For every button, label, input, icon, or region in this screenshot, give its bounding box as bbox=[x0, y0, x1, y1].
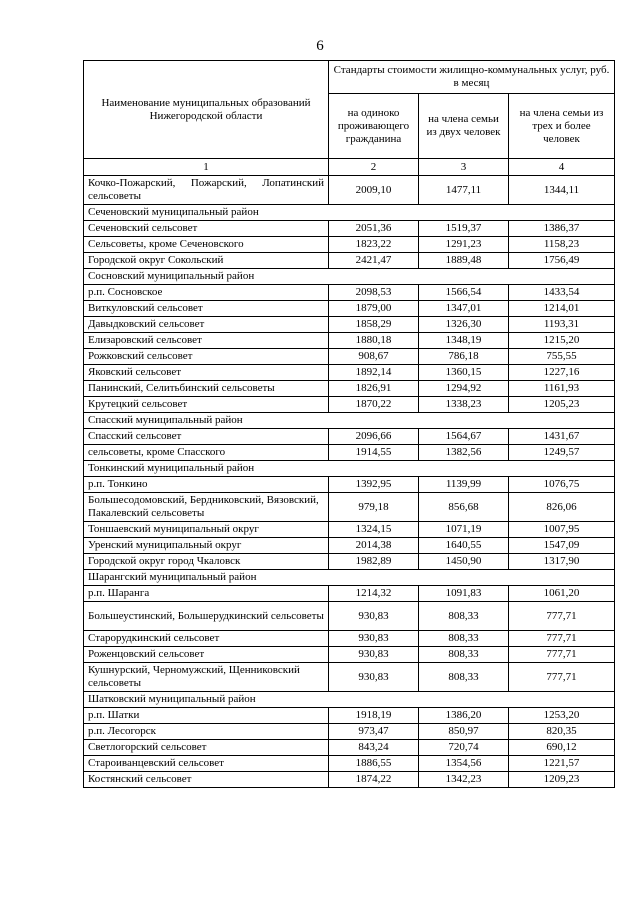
page-number: 6 bbox=[316, 38, 324, 54]
cost-single-resident: 1826,91 bbox=[329, 381, 419, 397]
cost-single-resident: 843,24 bbox=[329, 740, 419, 756]
section-row bbox=[84, 692, 615, 708]
table-header bbox=[84, 61, 615, 176]
cost-single-resident: 1880,18 bbox=[329, 333, 419, 349]
cost-single-resident: 930,83 bbox=[329, 602, 419, 631]
section-title: Шарангский муниципальный район bbox=[84, 570, 615, 586]
section-title: Сеченовский муниципальный район bbox=[84, 205, 615, 221]
cost-family-of-three-plus: 1253,20 bbox=[509, 708, 615, 724]
table-row bbox=[84, 365, 615, 381]
table-row bbox=[84, 554, 615, 570]
section-title: Тонкинский муниципальный район bbox=[84, 461, 615, 477]
table-row bbox=[84, 647, 615, 663]
cost-family-of-three-plus: 820,35 bbox=[509, 724, 615, 740]
cost-family-of-three-plus: 777,71 bbox=[509, 663, 615, 692]
column-index: 3 bbox=[419, 159, 509, 176]
cost-family-of-three-plus: 777,71 bbox=[509, 631, 615, 647]
cost-family-of-two: 1519,37 bbox=[419, 221, 509, 237]
cost-single-resident: 1879,00 bbox=[329, 301, 419, 317]
cost-family-of-two: 1294,92 bbox=[419, 381, 509, 397]
table-row bbox=[84, 221, 615, 237]
cost-single-resident: 1858,29 bbox=[329, 317, 419, 333]
cost-family-of-three-plus: 755,55 bbox=[509, 349, 615, 365]
cost-family-of-two: 1342,23 bbox=[419, 772, 509, 788]
municipality-name: Сеченовский сельсовет bbox=[84, 221, 329, 237]
municipality-name: Тоншаевский муниципальный округ bbox=[84, 522, 329, 538]
section-row bbox=[84, 269, 615, 285]
municipality-name: Костянский сельсовет bbox=[84, 772, 329, 788]
cost-single-resident: 1392,95 bbox=[329, 477, 419, 493]
cost-single-resident: 2096,66 bbox=[329, 429, 419, 445]
cost-single-resident: 973,47 bbox=[329, 724, 419, 740]
cost-family-of-three-plus: 1205,23 bbox=[509, 397, 615, 413]
cost-family-of-two: 1566,54 bbox=[419, 285, 509, 301]
section-title: Спасский муниципальный район bbox=[84, 413, 615, 429]
municipality-name: Староиванцевский сельсовет bbox=[84, 756, 329, 772]
cost-family-of-two: 1382,56 bbox=[419, 445, 509, 461]
cost-family-of-two: 1386,20 bbox=[419, 708, 509, 724]
cost-family-of-two: 808,33 bbox=[419, 602, 509, 631]
municipality-name: Спасский сельсовет bbox=[84, 429, 329, 445]
cost-family-of-two: 1071,19 bbox=[419, 522, 509, 538]
cost-single-resident: 2051,36 bbox=[329, 221, 419, 237]
table-row bbox=[84, 381, 615, 397]
cost-single-resident: 2009,10 bbox=[329, 176, 419, 205]
municipality-name: Кочко-Пожарский, Пожарский, Лопатинский сельсоветы bbox=[84, 176, 329, 205]
cost-family-of-two: 1477,11 bbox=[419, 176, 509, 205]
cost-family-of-three-plus: 1076,75 bbox=[509, 477, 615, 493]
table-body bbox=[84, 176, 615, 788]
table-row bbox=[84, 285, 615, 301]
municipality-name: р.п. Лесогорск bbox=[84, 724, 329, 740]
cost-family-of-two: 1347,01 bbox=[419, 301, 509, 317]
municipality-name: Уренский муниципальный округ bbox=[84, 538, 329, 554]
cost-family-of-two: 1326,30 bbox=[419, 317, 509, 333]
cost-single-resident: 2421,47 bbox=[329, 253, 419, 269]
section-row bbox=[84, 205, 615, 221]
table-row bbox=[84, 772, 615, 788]
header-standards-group: Стандарты стоимости жилищно-коммунальных услуг, руб. в месяц bbox=[329, 61, 615, 94]
cost-family-of-three-plus: 1061,20 bbox=[509, 586, 615, 602]
table-row bbox=[84, 317, 615, 333]
municipality-name: Сельсоветы, кроме Сеченовского bbox=[84, 237, 329, 253]
municipality-name: Панинский, Селитьбинский сельсоветы bbox=[84, 381, 329, 397]
section-title: Шатковский муниципальный район bbox=[84, 692, 615, 708]
table-row bbox=[84, 538, 615, 554]
municipality-name: р.п. Шаранга bbox=[84, 586, 329, 602]
section-row bbox=[84, 570, 615, 586]
municipality-name: Давыдковский сельсовет bbox=[84, 317, 329, 333]
cost-single-resident: 930,83 bbox=[329, 663, 419, 692]
cost-family-of-three-plus: 1433,54 bbox=[509, 285, 615, 301]
cost-family-of-two: 1360,15 bbox=[419, 365, 509, 381]
cost-single-resident: 1918,19 bbox=[329, 708, 419, 724]
cost-single-resident: 1914,55 bbox=[329, 445, 419, 461]
table-row bbox=[84, 740, 615, 756]
cost-family-of-three-plus: 1386,37 bbox=[509, 221, 615, 237]
municipality-name: Старорудкинский сельсовет bbox=[84, 631, 329, 647]
municipality-name: Большесодомовский, Бердниковский, Вязовский, Пакалевский сельсоветы bbox=[84, 493, 329, 522]
municipality-name: Елизаровский сельсовет bbox=[84, 333, 329, 349]
municipality-name: Большеустинский, Большерудкинский сельсоветы bbox=[84, 602, 329, 631]
cost-family-of-three-plus: 1317,90 bbox=[509, 554, 615, 570]
municipality-name: Городской округ город Чкаловск bbox=[84, 554, 329, 570]
cost-single-resident: 930,83 bbox=[329, 647, 419, 663]
municipality-name: р.п. Шатки bbox=[84, 708, 329, 724]
header-single-resident: на одиноко проживающего гражданина bbox=[329, 94, 419, 159]
cost-single-resident: 1324,15 bbox=[329, 522, 419, 538]
cost-family-of-two: 786,18 bbox=[419, 349, 509, 365]
table-row bbox=[84, 493, 615, 522]
housing-cost-standards-table bbox=[83, 60, 615, 788]
table-row bbox=[84, 301, 615, 317]
cost-single-resident: 2014,38 bbox=[329, 538, 419, 554]
table-row bbox=[84, 237, 615, 253]
cost-single-resident: 1892,14 bbox=[329, 365, 419, 381]
municipality-name: р.п. Тонкино bbox=[84, 477, 329, 493]
cost-family-of-three-plus: 1193,31 bbox=[509, 317, 615, 333]
cost-single-resident: 1823,22 bbox=[329, 237, 419, 253]
table-row bbox=[84, 176, 615, 205]
municipality-name: Кушнурский, Черномужский, Щенниковский сельсоветы bbox=[84, 663, 329, 692]
table-row bbox=[84, 429, 615, 445]
cost-family-of-three-plus: 1756,49 bbox=[509, 253, 615, 269]
header-family-of-two: на члена семьи из двух человек bbox=[419, 94, 509, 159]
cost-family-of-two: 1889,48 bbox=[419, 253, 509, 269]
cost-family-of-three-plus: 1344,11 bbox=[509, 176, 615, 205]
cost-family-of-three-plus: 777,71 bbox=[509, 647, 615, 663]
column-index: 2 bbox=[329, 159, 419, 176]
table-row bbox=[84, 253, 615, 269]
table-row bbox=[84, 602, 615, 631]
municipality-name: Крутецкий сельсовет bbox=[84, 397, 329, 413]
cost-family-of-two: 1139,99 bbox=[419, 477, 509, 493]
cost-family-of-two: 1564,67 bbox=[419, 429, 509, 445]
section-row bbox=[84, 413, 615, 429]
section-row bbox=[84, 461, 615, 477]
cost-family-of-two: 1091,83 bbox=[419, 586, 509, 602]
cost-single-resident: 1870,22 bbox=[329, 397, 419, 413]
cost-family-of-two: 720,74 bbox=[419, 740, 509, 756]
cost-single-resident: 1886,55 bbox=[329, 756, 419, 772]
cost-family-of-three-plus: 1547,09 bbox=[509, 538, 615, 554]
cost-family-of-three-plus: 777,71 bbox=[509, 602, 615, 631]
table-row bbox=[84, 663, 615, 692]
cost-family-of-three-plus: 1221,57 bbox=[509, 756, 615, 772]
cost-family-of-two: 808,33 bbox=[419, 631, 509, 647]
table-row bbox=[84, 631, 615, 647]
municipality-name: Яковский сельсовет bbox=[84, 365, 329, 381]
cost-family-of-three-plus: 1007,95 bbox=[509, 522, 615, 538]
municipality-name: Светлогорский сельсовет bbox=[84, 740, 329, 756]
cost-family-of-three-plus: 1214,01 bbox=[509, 301, 615, 317]
table-row bbox=[84, 477, 615, 493]
cost-family-of-three-plus: 1431,67 bbox=[509, 429, 615, 445]
cost-family-of-three-plus: 690,12 bbox=[509, 740, 615, 756]
cost-single-resident: 1874,22 bbox=[329, 772, 419, 788]
municipality-name: Роженцовский сельсовет bbox=[84, 647, 329, 663]
table-row bbox=[84, 586, 615, 602]
municipality-name: Рожковский сельсовет bbox=[84, 349, 329, 365]
column-index: 1 bbox=[84, 159, 329, 176]
cost-family-of-two: 1348,19 bbox=[419, 333, 509, 349]
cost-single-resident: 930,83 bbox=[329, 631, 419, 647]
table-row bbox=[84, 756, 615, 772]
table-row bbox=[84, 708, 615, 724]
municipality-name: р.п. Сосновское bbox=[84, 285, 329, 301]
cost-single-resident: 908,67 bbox=[329, 349, 419, 365]
table-row bbox=[84, 445, 615, 461]
cost-single-resident: 1214,32 bbox=[329, 586, 419, 602]
cost-family-of-two: 1640,55 bbox=[419, 538, 509, 554]
column-index-row bbox=[84, 159, 615, 176]
cost-single-resident: 1982,89 bbox=[329, 554, 419, 570]
cost-family-of-two: 1338,23 bbox=[419, 397, 509, 413]
header-family-of-three-plus: на члена семьи из трех и более человек bbox=[509, 94, 615, 159]
cost-family-of-two: 808,33 bbox=[419, 647, 509, 663]
column-index: 4 bbox=[509, 159, 615, 176]
cost-family-of-three-plus: 1215,20 bbox=[509, 333, 615, 349]
table-row bbox=[84, 333, 615, 349]
cost-single-resident: 2098,53 bbox=[329, 285, 419, 301]
cost-family-of-three-plus: 1209,23 bbox=[509, 772, 615, 788]
cost-family-of-two: 1450,90 bbox=[419, 554, 509, 570]
table-row bbox=[84, 724, 615, 740]
cost-family-of-three-plus: 1249,57 bbox=[509, 445, 615, 461]
cost-family-of-two: 808,33 bbox=[419, 663, 509, 692]
cost-family-of-three-plus: 1227,16 bbox=[509, 365, 615, 381]
municipality-name: Городской округ Сокольский bbox=[84, 253, 329, 269]
cost-family-of-two: 856,68 bbox=[419, 493, 509, 522]
header-municipality: Наименование муниципальных образований Нижегородской области bbox=[84, 61, 329, 159]
municipality-name: Виткуловский сельсовет bbox=[84, 301, 329, 317]
cost-single-resident: 979,18 bbox=[329, 493, 419, 522]
cost-family-of-three-plus: 1161,93 bbox=[509, 381, 615, 397]
table-row bbox=[84, 522, 615, 538]
table-row bbox=[84, 349, 615, 365]
cost-family-of-two: 850,97 bbox=[419, 724, 509, 740]
cost-family-of-two: 1291,23 bbox=[419, 237, 509, 253]
cost-family-of-two: 1354,56 bbox=[419, 756, 509, 772]
cost-family-of-three-plus: 826,06 bbox=[509, 493, 615, 522]
table-row bbox=[84, 397, 615, 413]
cost-family-of-three-plus: 1158,23 bbox=[509, 237, 615, 253]
section-title: Сосновский муниципальный район bbox=[84, 269, 615, 285]
municipality-name: сельсоветы, кроме Спасского bbox=[84, 445, 329, 461]
